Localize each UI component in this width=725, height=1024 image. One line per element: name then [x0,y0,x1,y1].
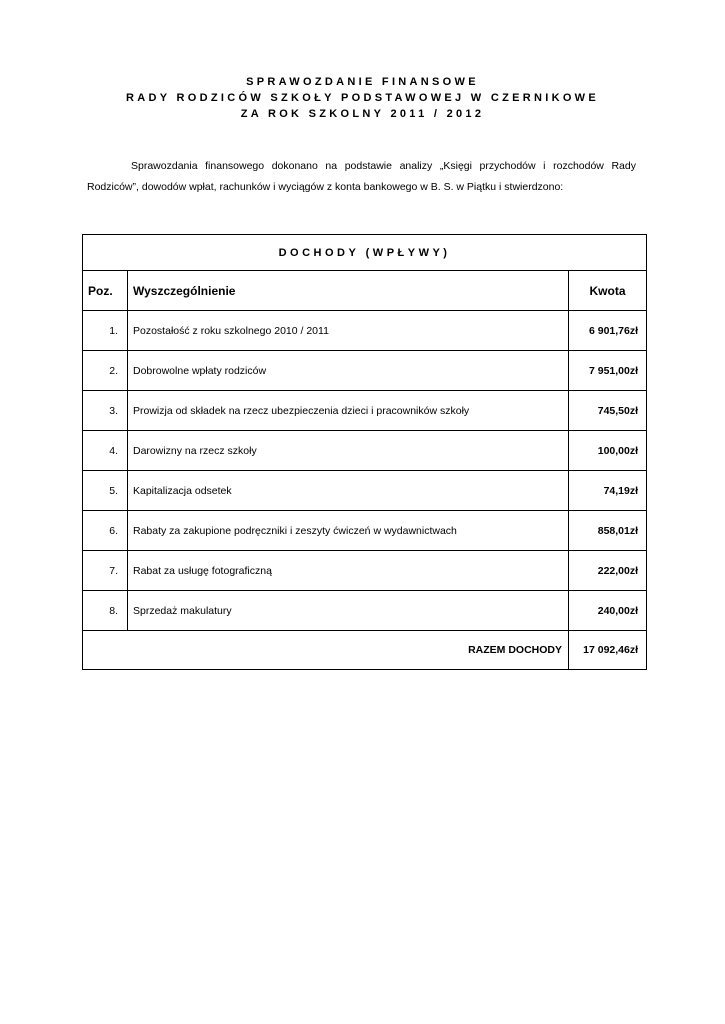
table-title-row [83,235,647,271]
report-title: SPRAWOZDANIE FINANSOWE [246,76,479,88]
row-description: Sprzedaż makulatury [128,591,569,631]
row-amount: 745,50zł [569,391,647,431]
table-title: DOCHODY (WPŁYWY) [83,235,647,271]
document-header [0,74,725,122]
income-table [82,234,647,670]
row-amount: 100,00zł [569,431,647,471]
table-total-row [83,631,647,670]
row-description: Rabat za usługę fotograficzną [128,551,569,591]
row-amount: 240,00zł [569,591,647,631]
table-row [83,431,647,471]
total-label: RAZEM DOCHODY [83,631,569,670]
row-description: Prowizja od składek na rzecz ubezpieczenia dzieci i pracowników szkoły [128,391,569,431]
row-number: 5. [83,471,128,511]
table-row [83,591,647,631]
column-header-amount: Kwota [569,271,647,311]
table-row [83,551,647,591]
row-description: Rabaty za zakupione podręczniki i zeszyty ćwiczeń w wydawnictwach [128,511,569,551]
row-number: 7. [83,551,128,591]
row-number: 3. [83,391,128,431]
total-amount: 17 092,46zł [569,631,647,670]
row-description: Kapitalizacja odsetek [128,471,569,511]
table-row [83,351,647,391]
row-number: 6. [83,511,128,551]
report-period: ZA ROK SZKOLNY 2011 / 2012 [240,108,485,120]
report-organization: RADY RODZICÓW SZKOŁY PODSTAWOWEJ W CZERNIKOWE [126,92,599,104]
row-number: 1. [83,311,128,351]
row-amount: 222,00zł [569,551,647,591]
table-row [83,391,647,431]
intro-paragraph: Sprawozdania finansowego dokonano na podstawie analizy „Księgi przychodów i rozchodów Rady Rodziców”, dowodów wpłat, rachunków i wyciągów z konta bankowego w B. S. w Piątku i stwierdzono: [87,160,636,193]
column-header-description: Wyszczególnienie [128,271,569,311]
row-amount: 74,19zł [569,471,647,511]
column-header-poz: Poz. [83,271,128,311]
row-amount: 7 951,00zł [569,351,647,391]
table-row [83,311,647,351]
row-description: Pozostałość z roku szkolnego 2010 / 2011 [128,311,569,351]
row-number: 2. [83,351,128,391]
row-amount: 858,01zł [569,511,647,551]
row-amount: 6 901,76zł [569,311,647,351]
row-number: 4. [83,431,128,471]
row-description: Dobrowolne wpłaty rodziców [128,351,569,391]
row-description: Darowizny na rzecz szkoły [128,431,569,471]
table-row [83,471,647,511]
row-number: 8. [83,591,128,631]
table-header-row [83,271,647,311]
table-row [83,511,647,551]
